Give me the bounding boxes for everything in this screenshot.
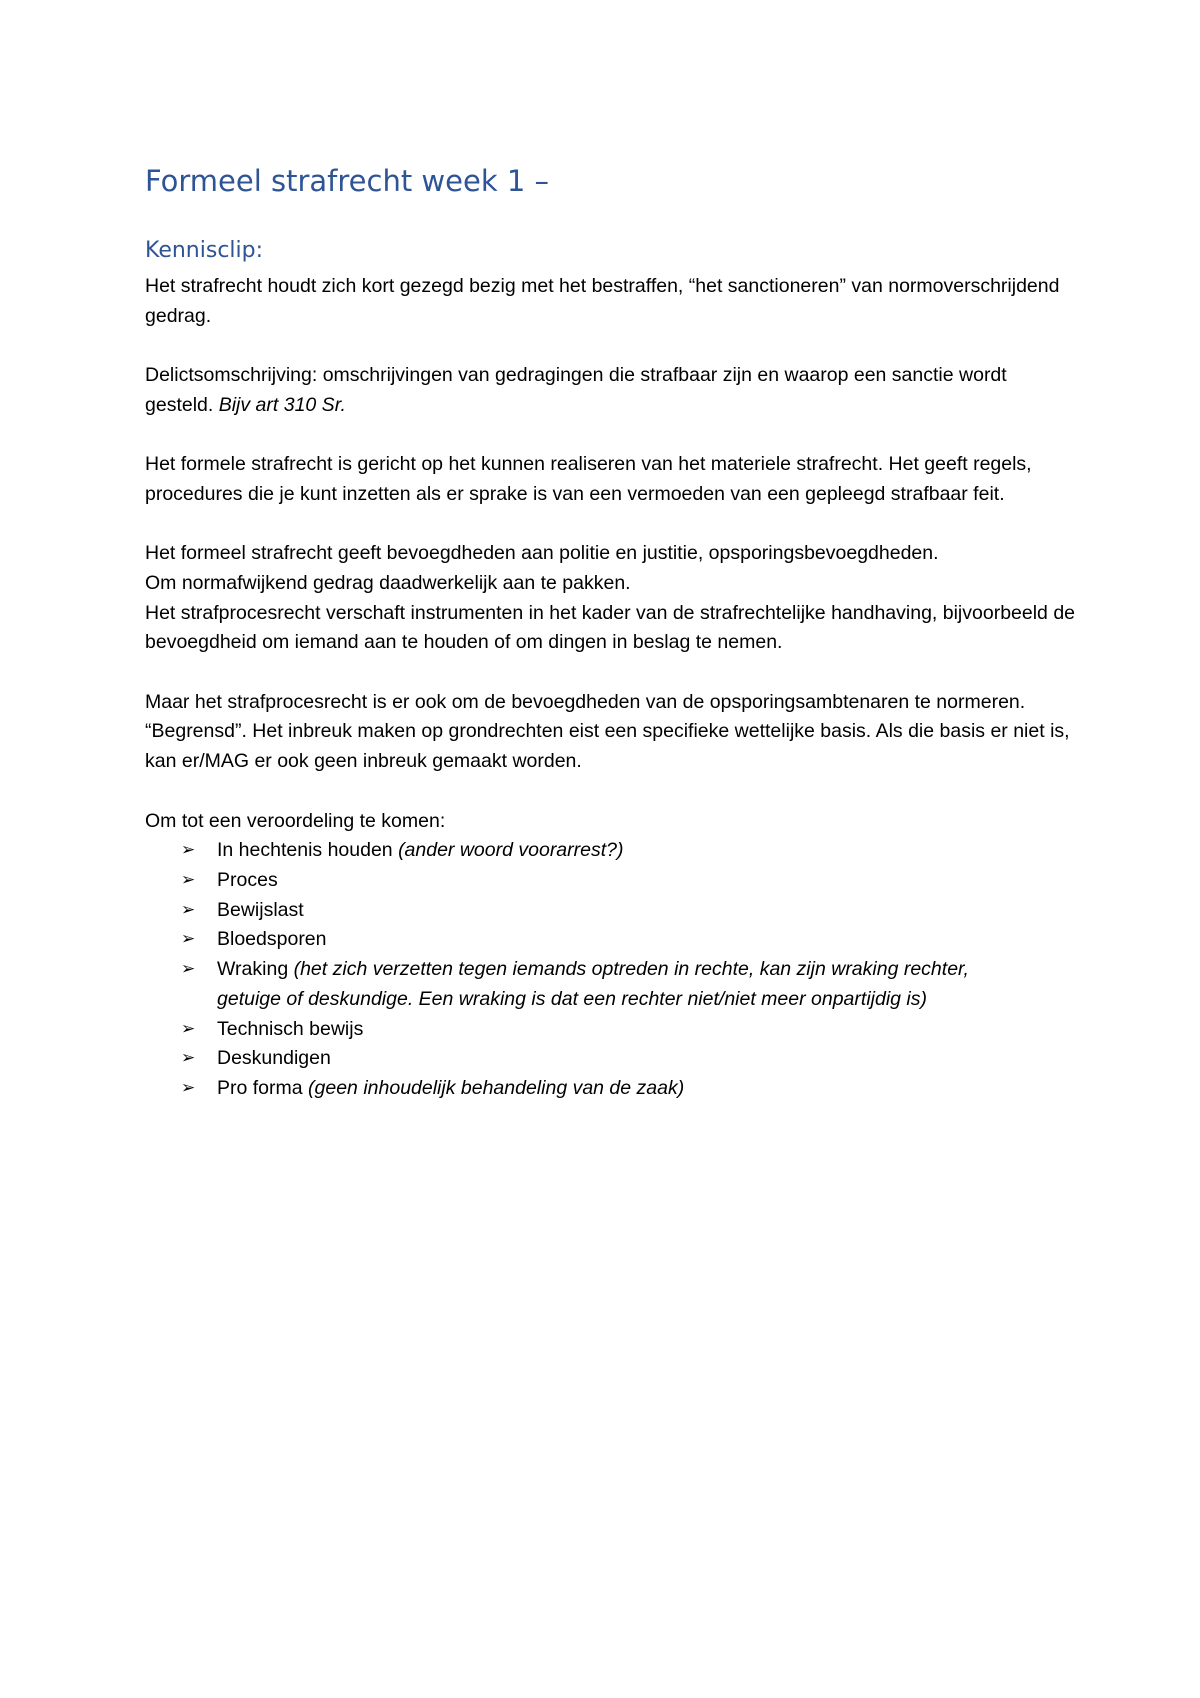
arrow-bullet-icon: ➢ [181, 959, 196, 980]
list-item [181, 925, 997, 955]
list-intro: Om tot een veroordeling te komen: [145, 809, 446, 832]
list-item-text: Pro forma [217, 1076, 309, 1099]
list-item-note: (het zich verzetten tegen iemands optreden in rechte, kan zijn wraking rechter, getuige of deskundige. Een wraking is dat een rechter niet/niet meer onpartijdig is) [217, 958, 969, 1010]
list-item-text: Bewijslast [217, 898, 304, 921]
paragraph-bevoegdheden-line-2: Om normafwijkend gedrag daadwerkelijk aan te pakken. [145, 571, 631, 594]
list-item [181, 955, 997, 1014]
list-item [181, 896, 997, 926]
arrow-bullet-icon: ➢ [181, 899, 196, 920]
list-item [181, 836, 997, 866]
paragraph-delictsomschrijving-text: Delictsomschrijving: omschrijvingen van gedragingen die strafbaar zijn en waarop een sanctie wordt gesteld. [145, 364, 1007, 416]
document-body [145, 272, 1075, 1104]
document-title: Formeel strafrecht week 1 – [145, 164, 550, 198]
list-item [181, 1015, 997, 1045]
list-item-note: (geen inhoudelijk behandeling van de zaak) [308, 1076, 685, 1099]
list-item-text: Wraking [217, 958, 294, 981]
paragraph-bevoegdheden [145, 539, 1075, 658]
list-item-text: In hechtenis houden [217, 839, 399, 862]
list-item-text: Technisch bewijs [217, 1017, 364, 1040]
arrow-bullet-icon: ➢ [181, 869, 196, 890]
list-item [181, 1074, 997, 1104]
paragraph-delictsomschrijving-example: Bijv art 310 Sr. [218, 393, 346, 416]
section-heading: Kennisclip: [145, 238, 264, 263]
list-item-note: (ander woord voorarrest?) [398, 839, 624, 862]
paragraph-intro: Het strafrecht houdt zich kort gezegd bezig met het bestraffen, “het sanctioneren” van normoverschrijdend gedrag. [145, 275, 1060, 327]
paragraph-normeren: Maar het strafprocesrecht is er ook om de bevoegdheden van de opsporingsambtenaren te normeren. “Begrensd”. Het inbreuk maken op grondrechten eist een specifieke wettelijke basis. Als die basis er niet is, kan er/MAG er ook geen inbreuk gemaakt worden. [145, 690, 1070, 773]
paragraph-formeel-strafrecht: Het formele strafrecht is gericht op het kunnen realiseren van het materiele strafrecht. Het geeft regels, procedures die je kunt inzetten als er sprake is van een vermoeden van een gepleegd strafbaar feit. [145, 453, 1032, 505]
arrow-bullet-icon: ➢ [181, 840, 196, 861]
list-item [181, 866, 997, 896]
arrow-bullet-icon: ➢ [181, 1048, 196, 1069]
paragraph-delictsomschrijving [145, 361, 1075, 420]
arrow-bullet-icon: ➢ [181, 929, 196, 950]
list-item-text: Bloedsporen [217, 928, 327, 951]
paragraph-bevoegdheden-line-3: Het strafprocesrecht verschaft instrumenten in het kader van de strafrechtelijke handhaving, bijvoorbeeld de bevoegdheid om iemand aan te houden of om dingen in beslag te nemen. [145, 601, 1076, 654]
list-item-text: Deskundigen [217, 1047, 331, 1070]
list-item [181, 1044, 997, 1074]
paragraph-bevoegdheden-line-1: Het formeel strafrecht geeft bevoegdheden aan politie en justitie, opsporingsbevoegdheden. [145, 542, 939, 565]
bullet-list [145, 836, 1075, 1103]
list-item-text: Proces [217, 868, 278, 891]
arrow-bullet-icon: ➢ [181, 1018, 196, 1039]
arrow-bullet-icon: ➢ [181, 1077, 196, 1098]
